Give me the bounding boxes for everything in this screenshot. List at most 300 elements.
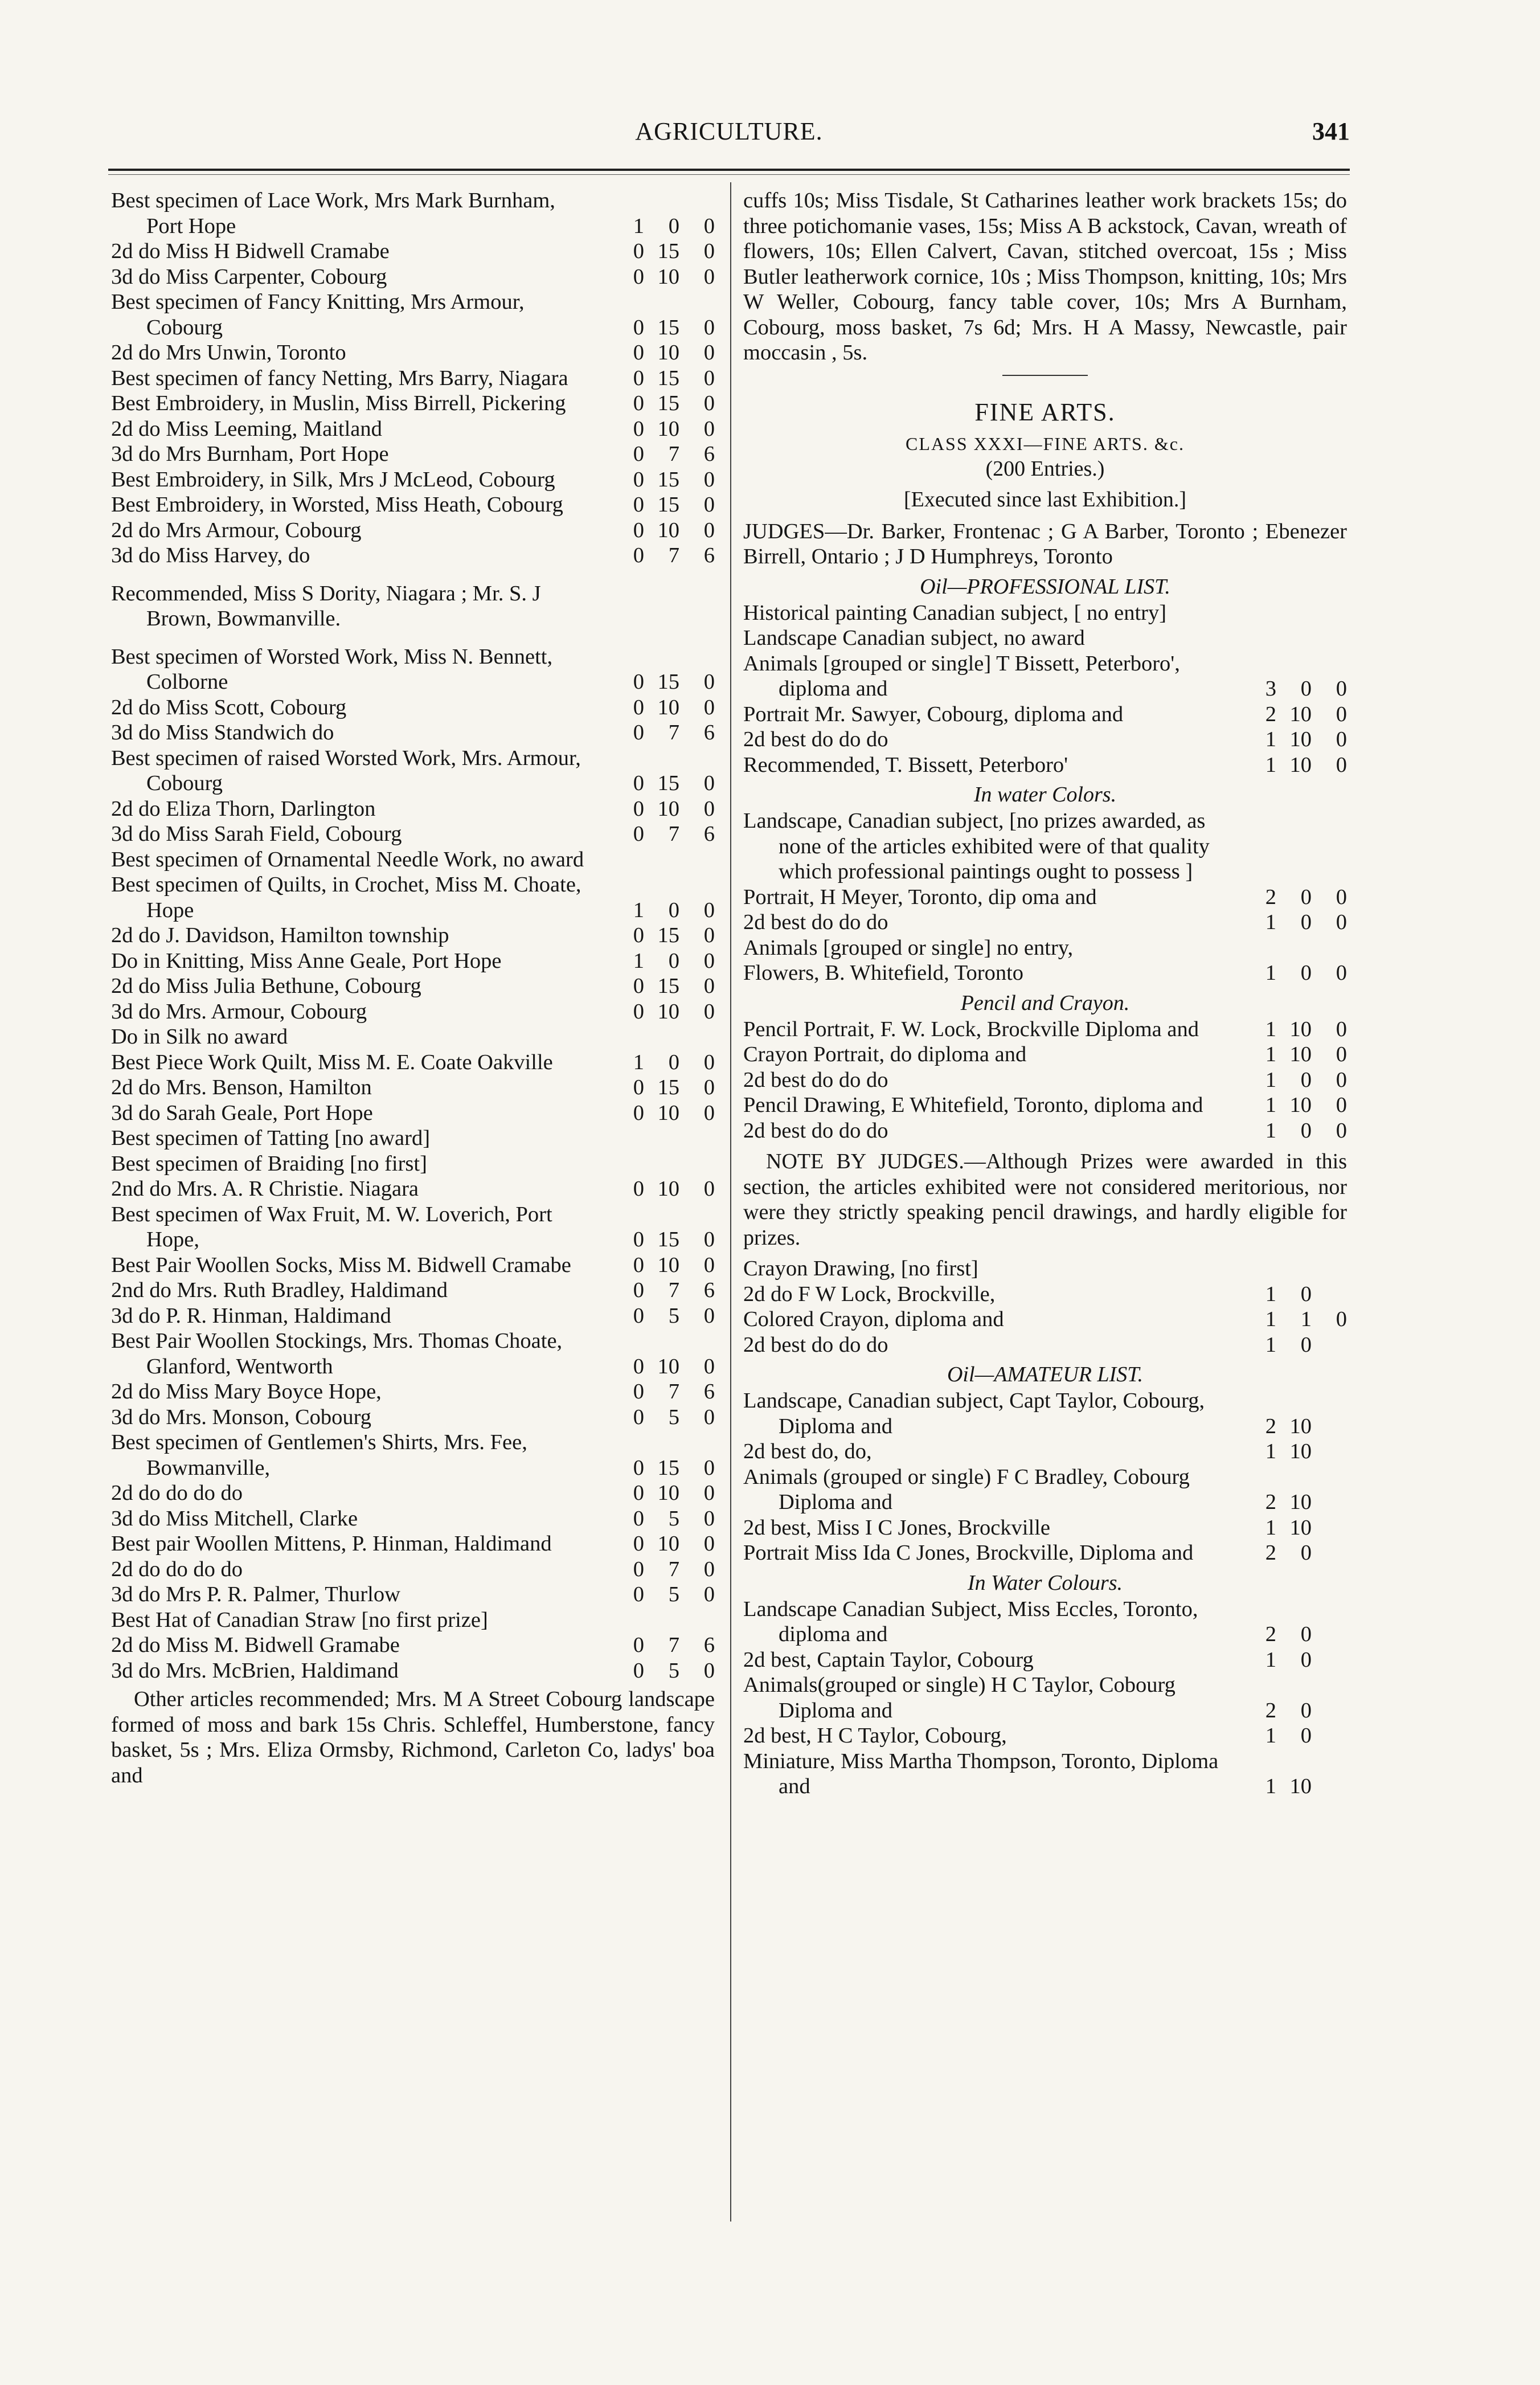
prize-entry — [743, 1256, 1347, 1282]
prize-entry-text: Miniature, Miss Martha Thompson, Toronto, Diploma and — [743, 1749, 1219, 1798]
prize-amount — [595, 821, 715, 847]
shillings-value: 7 — [668, 1380, 679, 1404]
pence-value: 0 — [1336, 1093, 1347, 1117]
prize-amount — [595, 1455, 715, 1481]
pence-value — [1312, 1490, 1347, 1515]
pence-value: 0 — [703, 1506, 715, 1531]
prize-entry-text: Landscape, Canadian subject, [no prizes awarded, as none of the articles exhibited were of that quality which professional paintings ought to possess ] — [743, 809, 1210, 883]
prize-entry-text: Animals [grouped or single] T Bissett, Peterboro', diploma and — [743, 651, 1180, 701]
pounds-value: 2 — [1265, 1490, 1276, 1514]
prize-entry-text: Best specimen of Quilts, in Crochet, Miss M. Choate, Hope — [111, 873, 581, 922]
shillings-value: 10 — [1289, 752, 1312, 777]
prize-entry-text: 2d best, Captain Taylor, Cobourg — [743, 1647, 1034, 1672]
shillings-value: 10 — [1289, 702, 1312, 726]
prize-entry-text: Colored Crayon, diploma and — [743, 1307, 1004, 1331]
pence-value: 0 — [1336, 910, 1347, 934]
prize-entry-text: Recommended, Miss S Dority, Niagara ; Mr. S. J Brown, Bowmanville. — [111, 581, 541, 631]
pence-value — [1312, 1723, 1347, 1749]
prize-entry — [743, 1749, 1347, 1799]
prize-amount — [595, 1633, 715, 1658]
prize-entry-text: Best specimen of Wax Fruit, M. W. Loverich, Port Hope, — [111, 1202, 552, 1251]
column-divider — [730, 182, 731, 2222]
shillings-value: 0 — [1300, 1622, 1312, 1646]
prize-amount — [1227, 727, 1347, 752]
prize-entry-text: 2d best do do do — [743, 1118, 888, 1143]
prize-entry — [743, 1647, 1347, 1673]
prize-entry-text: Animals(grouped or single) H C Taylor, Cobourg Diploma and — [743, 1673, 1176, 1723]
shillings-value: 15 — [657, 366, 679, 390]
shillings-value: 15 — [657, 670, 679, 694]
prize-entry-text: 3d do Mrs. McBrien, Haldimand — [111, 1658, 399, 1683]
shillings-value: 1 — [1300, 1307, 1312, 1331]
prize-entry-text: Landscape Canadian subject, no award — [743, 626, 1085, 650]
shillings-value: 15 — [657, 974, 679, 998]
crayon-list — [743, 1256, 1347, 1357]
prize-entry — [111, 1176, 715, 1202]
prize-entry-text: 2d do Mrs Armour, Cobourg — [111, 518, 362, 542]
prize-entry-text: 3d do Mrs. Armour, Cobourg — [111, 999, 367, 1024]
pence-value: 6 — [703, 543, 715, 567]
prize-amount — [1227, 885, 1347, 910]
prize-entry-text: 2d best do do do — [743, 910, 888, 934]
pounds-value: 1 — [1265, 1515, 1276, 1540]
pence-value: 0 — [703, 1253, 715, 1277]
shillings-value: 15 — [657, 1075, 679, 1099]
prize-entry — [743, 1672, 1347, 1723]
prize-entry-text: Best specimen of Tatting [no award] — [111, 1126, 431, 1150]
prize-entry — [111, 1202, 715, 1253]
shillings-value: 0 — [1300, 1282, 1312, 1306]
pence-value: 0 — [703, 771, 715, 795]
shillings-value: 15 — [657, 239, 679, 263]
pounds-value: 0 — [633, 1405, 644, 1429]
pounds-value: 0 — [633, 796, 644, 821]
prize-amount — [595, 518, 715, 543]
prize-amount — [595, 973, 715, 999]
pence-value: 0 — [703, 1075, 715, 1099]
prize-entry-text: Historical painting Canadian subject, [ no entry] — [743, 600, 1167, 625]
shillings-value: 5 — [668, 1658, 679, 1683]
pence-value: 0 — [703, 239, 715, 263]
pence-value — [1312, 1332, 1347, 1358]
pence-value: 6 — [703, 442, 715, 466]
prize-amount — [595, 1101, 715, 1126]
pence-value: 0 — [703, 315, 715, 339]
prize-entry — [111, 1506, 715, 1532]
pence-value: 0 — [703, 341, 715, 365]
pence-value — [1312, 1540, 1347, 1566]
prize-entry — [111, 492, 715, 518]
prize-entry — [111, 973, 715, 999]
pence-value — [1312, 1647, 1347, 1673]
prize-amount — [595, 948, 715, 974]
prize-entry — [111, 1405, 715, 1430]
prize-entry-text: 2d do Miss Scott, Cobourg — [111, 695, 347, 719]
prize-entry-text: 2d best do do do — [743, 1332, 888, 1357]
pounds-value: 1 — [1265, 1118, 1276, 1143]
pence-value: 6 — [703, 1633, 715, 1657]
water-colours-heading: In Water Colours. — [967, 1570, 1123, 1595]
pence-value: 6 — [703, 1278, 715, 1302]
prize-entry — [111, 289, 715, 340]
pounds-value: 0 — [633, 1075, 644, 1099]
fine-arts-heading: FINE ARTS. — [974, 398, 1116, 426]
prize-entry — [111, 999, 715, 1025]
header-rule-thin — [108, 174, 1350, 175]
pounds-value: 1 — [1265, 1307, 1276, 1331]
shillings-value: 10 — [657, 1481, 679, 1505]
prize-entry — [111, 366, 715, 391]
prize-entry-text: Crayon Drawing, [no first] — [743, 1257, 978, 1281]
prize-amount — [1227, 1540, 1347, 1566]
prize-entry — [743, 1723, 1347, 1749]
prize-entry-text: Best specimen of Ornamental Needle Work, no award — [111, 847, 584, 872]
pounds-value: 1 — [1265, 1647, 1276, 1672]
prize-entry — [743, 1597, 1347, 1647]
prize-entry — [743, 1439, 1347, 1464]
pence-value — [1312, 1774, 1347, 1799]
shillings-value: 0 — [668, 214, 679, 238]
pounds-value: 0 — [633, 239, 644, 263]
shillings-value: 15 — [657, 1228, 679, 1251]
pence-value: 0 — [703, 366, 715, 390]
prize-amount — [595, 340, 715, 366]
shillings-value: 0 — [1300, 1118, 1312, 1143]
shillings-value: 10 — [657, 264, 679, 289]
pence-value: 6 — [703, 1380, 715, 1404]
prize-amount — [1227, 1067, 1347, 1093]
prize-entry-text: Portrait, H Meyer, Toronto, dip oma and — [743, 885, 1097, 909]
pounds-value: 1 — [633, 948, 644, 973]
pounds-value: 1 — [1265, 1093, 1276, 1117]
pounds-value: 0 — [633, 1506, 644, 1531]
prize-entry-text: 2d do F W Lock, Brockville, — [743, 1282, 996, 1306]
pounds-value: 0 — [633, 999, 644, 1024]
prize-amount — [1227, 1622, 1347, 1647]
pence-value: 6 — [703, 721, 715, 744]
pounds-value: 0 — [633, 1532, 644, 1556]
prize-entry — [743, 910, 1347, 935]
pence-value: 0 — [703, 214, 715, 238]
prize-entry-text: Best Embroidery, in Silk, Mrs J McLeod, Cobourg — [111, 467, 555, 492]
pence-value: 0 — [1336, 677, 1347, 701]
prize-entry — [111, 391, 715, 416]
right-column — [743, 188, 1347, 1799]
pounds-value: 1 — [1265, 1067, 1276, 1092]
prize-entry — [111, 1328, 715, 1379]
pence-value — [1312, 1622, 1347, 1647]
prize-entry-text: 2d do Miss Julia Bethune, Cobourg — [111, 974, 421, 998]
water-colours-list — [743, 1597, 1347, 1799]
pounds-value: 0 — [633, 493, 644, 517]
shillings-value: 15 — [657, 391, 679, 415]
pence-value: 0 — [703, 1405, 715, 1429]
pence-value: 0 — [703, 1050, 715, 1074]
prize-entry — [111, 872, 715, 923]
prize-amount — [595, 796, 715, 822]
pence-value — [1312, 1414, 1347, 1439]
pounds-value: 1 — [633, 1050, 644, 1074]
prize-entry — [743, 1093, 1347, 1118]
pounds-value: 0 — [633, 366, 644, 390]
prize-amount — [595, 1354, 715, 1380]
water-colors-heading: In water Colors. — [973, 783, 1117, 807]
pounds-value: 3 — [1265, 677, 1276, 701]
prize-amount — [1227, 1698, 1347, 1724]
prize-amount — [595, 999, 715, 1025]
pence-value: 0 — [703, 923, 715, 947]
pence-value: 0 — [1336, 885, 1347, 909]
prize-entry-text: 2d do Eliza Thorn, Darlington — [111, 796, 376, 821]
pence-value: 0 — [1336, 702, 1347, 726]
page-number: 341 — [1312, 117, 1350, 145]
prize-amount — [1227, 1042, 1347, 1067]
pounds-value: 0 — [633, 1303, 644, 1328]
pounds-value: 2 — [1265, 1622, 1276, 1646]
pence-value: 0 — [1336, 752, 1347, 777]
pence-value: 0 — [703, 1532, 715, 1556]
prize-amount — [595, 492, 715, 518]
shillings-value: 0 — [1300, 1541, 1312, 1565]
prize-entry — [111, 720, 715, 746]
pence-value: 0 — [1336, 1118, 1347, 1143]
shillings-value: 15 — [657, 315, 679, 339]
prize-amount — [595, 239, 715, 264]
prize-entry — [111, 1126, 715, 1151]
prize-entry — [743, 960, 1347, 986]
class-line: CLASS XXXI—FINE ARTS. &c. — [906, 433, 1185, 454]
pounds-value: 0 — [633, 264, 644, 289]
shillings-value: 10 — [1289, 1042, 1312, 1066]
pence-value: 0 — [1336, 961, 1347, 985]
pence-value: 0 — [703, 1582, 715, 1606]
pounds-value: 2 — [1265, 702, 1276, 726]
pounds-value: 0 — [633, 1557, 644, 1581]
shillings-value: 7 — [668, 1278, 679, 1302]
shillings-value: 0 — [1300, 1067, 1312, 1092]
prize-amount — [1227, 1118, 1347, 1144]
pounds-value: 1 — [633, 898, 644, 922]
pounds-value: 0 — [633, 1633, 644, 1657]
prize-amount — [595, 1253, 715, 1278]
prize-entry — [111, 1379, 715, 1405]
prize-entry-text: 2d do do do do — [111, 1557, 243, 1581]
pence-value: 0 — [703, 1557, 715, 1581]
shillings-value: 10 — [1289, 727, 1312, 751]
prize-entry-text: 2d best do do do — [743, 727, 888, 751]
pence-value: 0 — [1336, 727, 1347, 751]
pence-value: 0 — [1336, 1067, 1347, 1092]
prize-entry-text: Animals [grouped or single] no entry, — [743, 935, 1074, 960]
prize-entry-text: Recommended, T. Bissett, Peterboro' — [743, 752, 1068, 777]
prize-entry-text: 2d best do do do — [743, 1067, 888, 1092]
shillings-value: 7 — [668, 1557, 679, 1581]
prize-entry-text: Best specimen of Braiding [no first] — [111, 1151, 427, 1176]
shillings-value: 10 — [657, 416, 679, 441]
prize-entry — [111, 1633, 715, 1658]
prize-entry-text: Animals (grouped or single) F C Bradley, Cobourg Diploma and — [743, 1464, 1190, 1514]
prize-entry-text: 3d do Mrs Burnham, Port Hope — [111, 442, 389, 466]
shillings-value: 0 — [1300, 677, 1312, 701]
prize-entry — [111, 1303, 715, 1329]
shillings-value: 10 — [1289, 1774, 1312, 1798]
prize-entry-text: Landscape Canadian Subject, Miss Eccles, Toronto, diploma and — [743, 1597, 1198, 1646]
prize-amount — [1227, 1282, 1347, 1307]
prize-entry — [111, 923, 715, 948]
pounds-value: 0 — [633, 923, 644, 947]
shillings-value: 10 — [657, 1532, 679, 1556]
prize-amount — [595, 1531, 715, 1557]
pounds-value: 0 — [633, 670, 644, 694]
shillings-value: 0 — [1300, 1647, 1312, 1672]
pounds-value: 1 — [1265, 1282, 1276, 1306]
shillings-value: 10 — [657, 1253, 679, 1277]
prize-amount — [1227, 676, 1347, 702]
prize-amount — [595, 467, 715, 493]
pence-value: 0 — [703, 695, 715, 719]
prize-entry-text: 2d do Miss Leeming, Maitland — [111, 416, 382, 441]
pounds-value: 0 — [633, 1455, 644, 1480]
prize-amount — [595, 1075, 715, 1101]
prize-entry-text: 2d do Miss Mary Boyce Hope, — [111, 1380, 382, 1404]
oil-amateur-heading: Oil—AMATEUR LIST. — [947, 1363, 1144, 1386]
shillings-value: 7 — [668, 1633, 679, 1657]
prize-amount — [1227, 1647, 1347, 1673]
pence-value: 0 — [703, 518, 715, 542]
prize-entry-text: 3d do Miss Harvey, do — [111, 543, 310, 567]
shillings-value: 15 — [657, 771, 679, 795]
oil-professional-list — [743, 600, 1347, 778]
prize-amount — [595, 366, 715, 391]
prize-amount — [595, 391, 715, 416]
prize-amount — [595, 416, 715, 442]
prize-entry — [111, 1557, 715, 1582]
prize-amount — [595, 669, 715, 695]
prize-amount — [1227, 702, 1347, 727]
prize-entry — [743, 1282, 1347, 1307]
shillings-value: 0 — [668, 948, 679, 973]
pounds-value: 0 — [633, 721, 644, 744]
pence-value: 0 — [703, 1177, 715, 1201]
shillings-value: 0 — [1300, 961, 1312, 985]
pence-value: 0 — [1336, 1307, 1347, 1331]
pencil-crayon-heading: Pencil and Crayon. — [960, 991, 1130, 1015]
prize-amount — [1227, 960, 1347, 986]
prize-entry — [743, 625, 1347, 651]
pencil-crayon-list — [743, 1017, 1347, 1144]
prize-entry — [111, 821, 715, 847]
prize-entry — [111, 746, 715, 796]
pence-value — [1312, 1515, 1347, 1541]
prize-entry-text: Flowers, B. Whitefield, Toronto — [743, 961, 1024, 985]
pence-value — [1312, 1698, 1347, 1724]
prize-entry — [743, 1332, 1347, 1358]
water-colors-list — [743, 808, 1347, 986]
pounds-value: 1 — [1265, 1439, 1276, 1463]
pence-value: 0 — [703, 1354, 715, 1378]
pounds-value: 0 — [633, 1658, 644, 1683]
prize-amount — [595, 1303, 715, 1329]
pence-value: 0 — [703, 1455, 715, 1480]
prize-entry-text: 3d do Mrs P. R. Palmer, Thurlow — [111, 1582, 400, 1606]
prize-entry-text: 3d do Miss Standwich do — [111, 721, 334, 744]
prize-entry-text: 3d do Mrs. Monson, Cobourg — [111, 1405, 372, 1429]
pence-value: 0 — [703, 1101, 715, 1125]
prize-entry — [743, 600, 1347, 626]
pounds-value: 0 — [633, 822, 644, 846]
shillings-value: 5 — [668, 1506, 679, 1531]
prize-entry — [743, 1515, 1347, 1541]
prize-entry-text: 3d do Miss Mitchell, Clarke — [111, 1506, 358, 1531]
prize-entry — [743, 1388, 1347, 1439]
pounds-value: 0 — [633, 695, 644, 719]
prize-entry — [743, 808, 1347, 885]
pounds-value: 0 — [633, 315, 644, 339]
pounds-value: 0 — [633, 1228, 644, 1251]
pounds-value: 1 — [1265, 1017, 1276, 1041]
shillings-value: 10 — [657, 1177, 679, 1201]
pounds-value: 1 — [1265, 752, 1276, 777]
prize-amount — [595, 1050, 715, 1075]
prize-entry-text: 3d do P. R. Hinman, Haldimand — [111, 1303, 391, 1328]
prize-entry — [743, 702, 1347, 727]
shillings-value: 10 — [657, 1354, 679, 1378]
prize-amount — [1227, 1774, 1347, 1799]
prize-amount — [595, 898, 715, 923]
prize-amount — [595, 1506, 715, 1532]
prize-amount — [595, 264, 715, 290]
prize-amount — [595, 1480, 715, 1506]
prize-entry — [743, 1042, 1347, 1067]
shillings-value: 0 — [1300, 1724, 1312, 1748]
pounds-value: 0 — [633, 442, 644, 466]
prize-entry — [111, 1278, 715, 1303]
shillings-value: 15 — [657, 493, 679, 517]
prize-entry-text: 3d do Miss Sarah Field, Cobourg — [111, 822, 402, 846]
prize-entry-text: Best Embroidery, in Worsted, Miss Heath, Cobourg — [111, 493, 563, 517]
shillings-value: 5 — [668, 1303, 679, 1328]
prize-entry — [743, 935, 1347, 961]
prize-entry — [111, 948, 715, 974]
prize-amount — [595, 543, 715, 568]
prize-entry — [111, 518, 715, 543]
pounds-value: 0 — [633, 467, 644, 492]
pence-value: 0 — [703, 1658, 715, 1683]
shillings-value: 10 — [657, 695, 679, 719]
section-rule — [1002, 375, 1088, 376]
pounds-value: 2 — [1265, 1541, 1276, 1565]
pounds-value: 0 — [633, 1278, 644, 1302]
pence-value: 0 — [703, 670, 715, 694]
shillings-value: 15 — [657, 467, 679, 492]
prize-entry-text: 2d do do do do — [111, 1481, 243, 1505]
prize-entry — [743, 1540, 1347, 1566]
prize-entry-text: Do in Silk no award — [111, 1025, 288, 1049]
shillings-value: 7 — [668, 442, 679, 466]
prize-entry — [743, 1118, 1347, 1144]
prize-amount — [1227, 1017, 1347, 1042]
prize-amount — [595, 441, 715, 467]
pounds-value: 0 — [633, 341, 644, 365]
prize-entry-text: 2d best, H C Taylor, Cobourg, — [743, 1724, 1007, 1748]
prize-entry — [743, 1017, 1347, 1042]
pence-value — [1312, 1439, 1347, 1464]
prize-amount — [595, 1658, 715, 1684]
prize-entry-text: Best specimen of Gentlemen's Shirts, Mrs. Fee, Bowmanville, — [111, 1430, 527, 1480]
prize-amount — [1227, 910, 1347, 935]
pounds-value: 1 — [1265, 961, 1276, 985]
prize-entry-text: Best specimen of fancy Netting, Mrs Barry, Niagara — [111, 366, 568, 390]
